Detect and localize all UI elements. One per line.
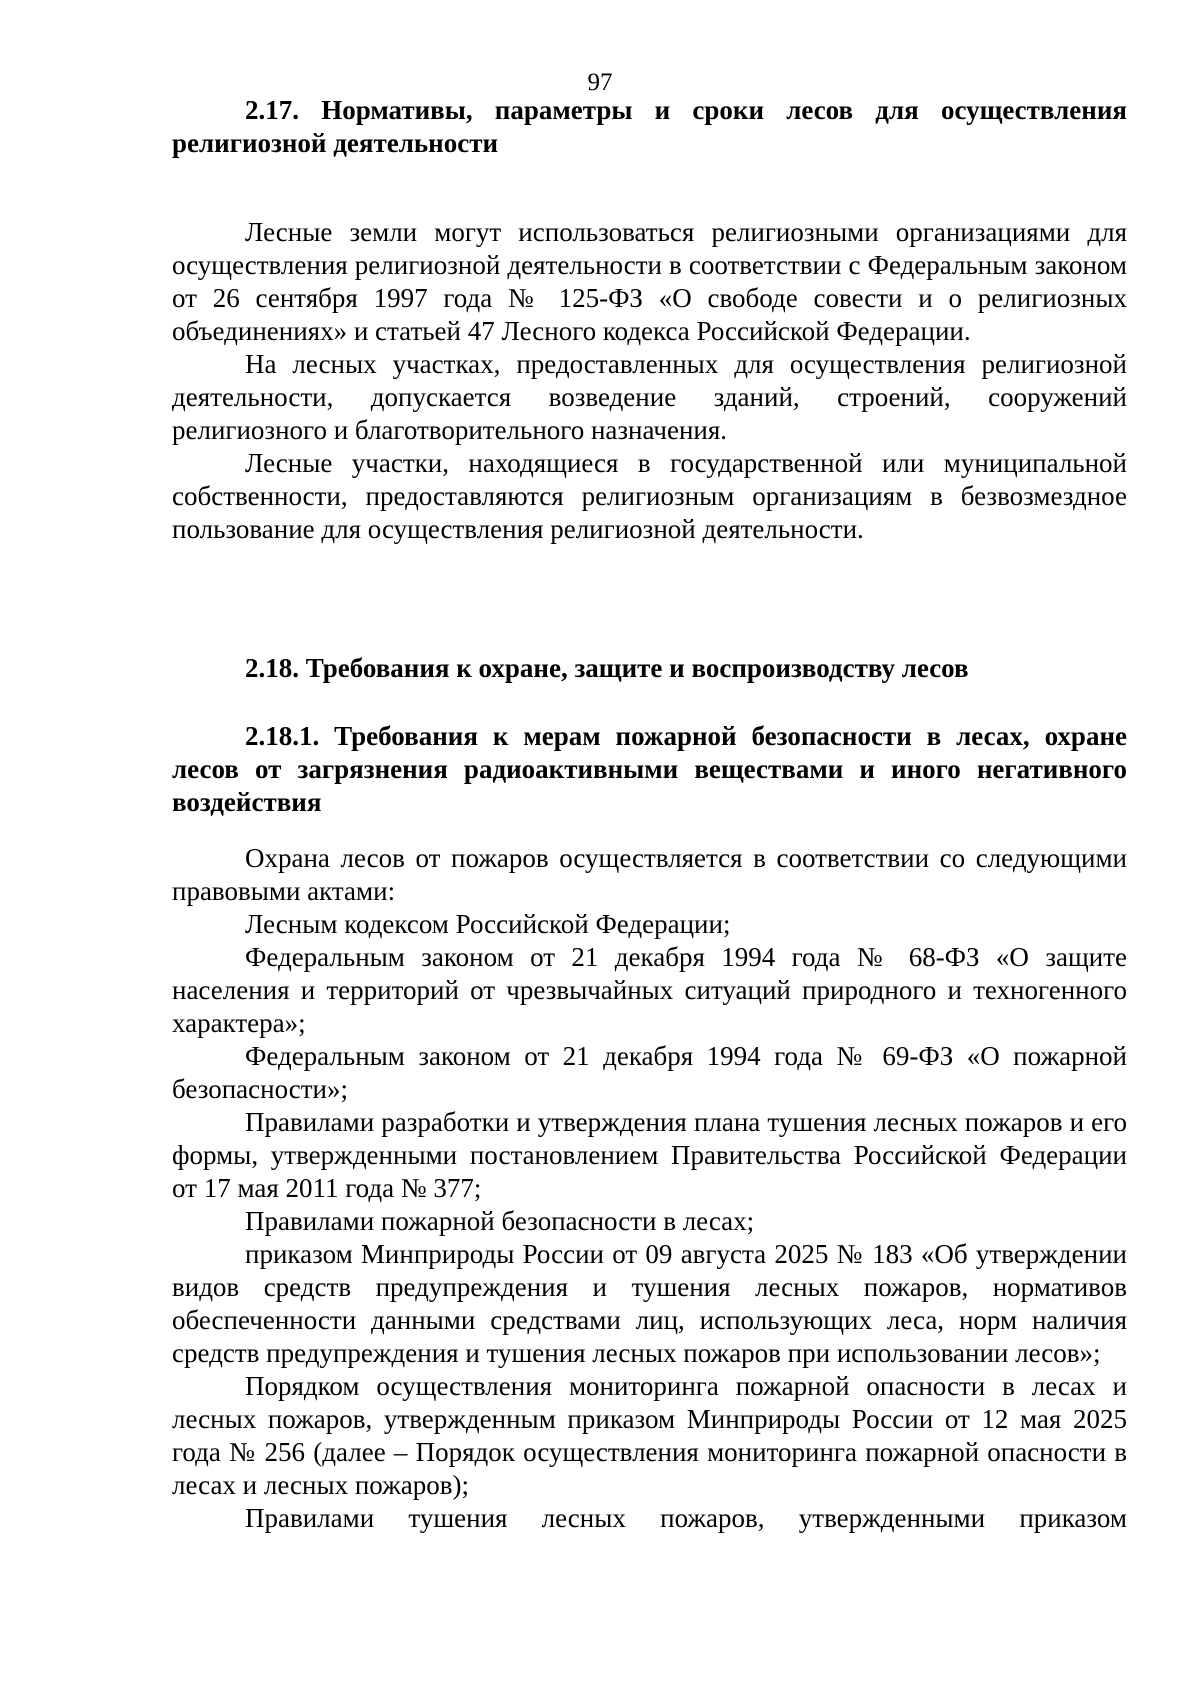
section-2-18-1-heading <box>172 720 1127 819</box>
paragraph: Правилами тушения лесных пожаров, утвержденными приказом <box>245 1503 1127 1533</box>
section-2-18-heading: 2.18. Требования к охране, защите и воспроизводству лесов <box>245 653 969 683</box>
section-2-17-heading-text: 2.17. Нормативы, параметры и сроки лесов для осуществления религиозной деятельности <box>172 95 1127 158</box>
section-2-18-1-body <box>172 842 1127 1535</box>
section-2-18-1-heading-text: 2.18.1. Требования к мерам пожарной безопасности в лесах, охране лесов от загрязнения радиоактивными веществами и иного негативного воздействия <box>172 721 1127 817</box>
section-2-17-body <box>172 216 1127 546</box>
paragraph: Федеральным законом от 21 декабря 1994 года № 69-ФЗ «О пожарной безопасности»; <box>172 1041 1127 1104</box>
paragraph: Лесные земли могут использоваться религиозными организациями для осуществления религиозной деятельности в соответствии с Федеральным законом от 26 сентября 1997 года № 125-ФЗ «О свободе совести и о религиозных объединениях» и статьей 47 Лесного кодекса Российской Федерации. <box>172 217 1127 346</box>
page-number: 97 <box>587 69 613 96</box>
paragraph: Правилами разработки и утверждения плана тушения лесных пожаров и его формы, утвержденными постановлением Правительства Российской Федерации от 17 мая 2011 года № 377; <box>172 1107 1127 1203</box>
paragraph: На лесных участках, предоставленных для осуществления религиозной деятельности, допускается возведение зданий, строений, сооружений религиозного и благотворительного назначения. <box>172 349 1127 445</box>
paragraph: Лесным кодексом Российской Федерации; <box>245 909 731 939</box>
paragraph: Охрана лесов от пожаров осуществляется в соответствии со следующими правовыми актами: <box>172 843 1127 906</box>
paragraph: приказом Минприроды России от 09 августа 2025 № 183 «Об утверждении видов средств предупреждения и тушения лесных пожаров, нормативов обеспеченности данными средствами лиц, использующих леса, норм наличия средств предупреждения и тушения лесных пожаров при использовании лесов»; <box>172 1239 1127 1368</box>
paragraph: Лесные участки, находящиеся в государственной или муниципальной собственности, предоставляются религиозным организациям в безвозмездное пользование для осуществления религиозной деятельности. <box>172 448 1127 544</box>
paragraph: Правилами пожарной безопасности в лесах; <box>245 1206 755 1236</box>
paragraph: Порядком осуществления мониторинга пожарной опасности в лесах и лесных пожаров, утвержденным приказом Минприроды России от 12 мая 2025 года № 256 (далее – Порядок осуществления мониторинга пожарной опасности в лесах и лесных пожаров); <box>172 1371 1127 1500</box>
section-2-17-heading <box>172 94 1127 160</box>
paragraph: Федеральным законом от 21 декабря 1994 года № 68-ФЗ «О защите населения и территорий от чрезвычайных ситуаций природного и техногенного характера»; <box>172 942 1127 1038</box>
